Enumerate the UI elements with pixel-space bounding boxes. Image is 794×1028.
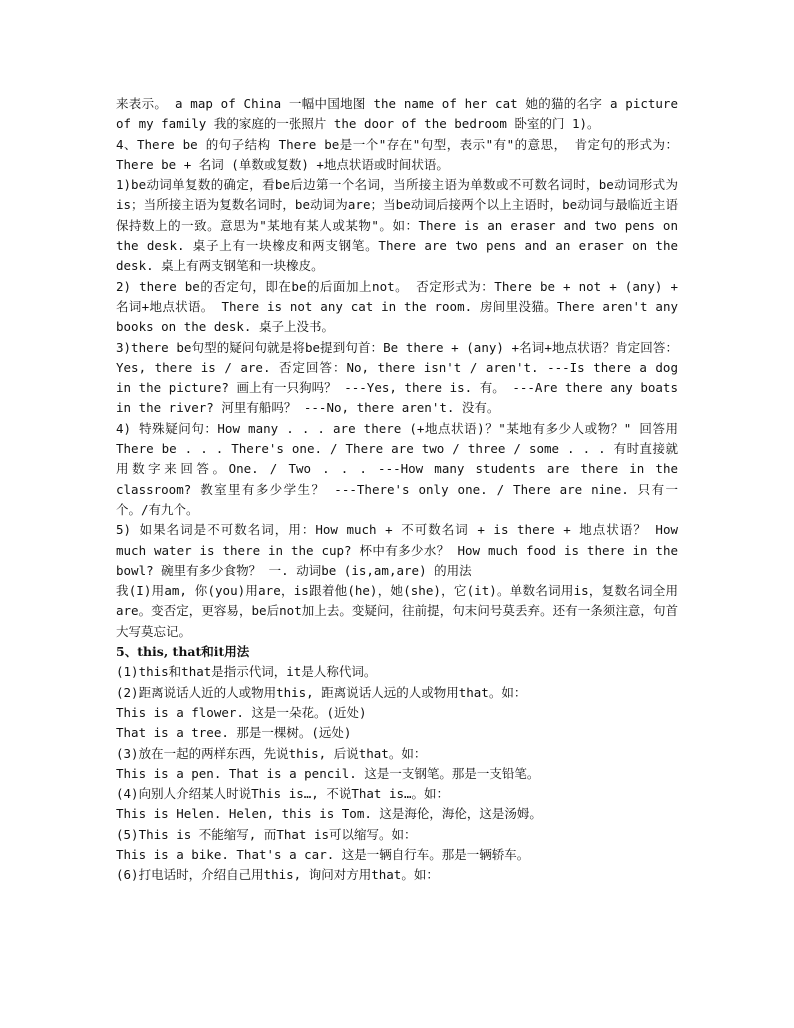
paragraph-how-many: 4) 特殊疑问句：How many . . . are there (+地点状语)？"某地有多少人或物？" 回答用There be . . . There's one. / There are two / three / some . . . 有时直接就用数字来回答。One. / Two . . . ---How many students are there in the classroom? 教室里有多少学生？ ---There's only one. / There are nine. 只有一个。/有九个。 xyxy=(116,420,678,517)
paragraph-question: 3)there be句型的疑问句就是将be提到句首：Be there + (any) +名词+地点状语？肯定回答：Yes, there is / are. 否定回答：No, there isn't / aren't. ---Is there a dog in the picture? 画上有一只狗吗？ ---Yes, there is. 有。 ---Are there any boats in the river? 河里有船吗？ ---No, there aren't. 没有。 xyxy=(116,339,678,416)
example-line: This is Helen. Helen, this is Tom. 这是海伦，海伦，这是汤姆。 xyxy=(116,806,542,822)
example-line: This is a flower. 这是一朵花。(近处) xyxy=(116,704,367,720)
list-item: (2)距离说话人近的人或物用this, 距离说话人远的人或物用that。如： xyxy=(116,684,527,700)
paragraph-be-agreement: 1)be动词单复数的确定，看be后边第一个名词，当所接主语为单数或不可数名词时，be动词形式为is；当所接主语为复数名词时，be动词为are；当be动词后接两个以上主语时，be动词与最临近主语保持数上的一致。意思为"某地有某人或某物"。如：There is an eraser and two pens on the desk. 桌子上有一块橡皮和两支钢笔。There are two pens and an eraser on the desk. 桌上有两支钢笔和一块橡皮。 xyxy=(116,177,678,274)
paragraph-how-much: 5) 如果名词是不可数名词，用：How much + 不可数名词 + is there + 地点状语？ How much water is there in the cup? 杯中有多少水？ How much food is there in the bowl? 碗里有多少食物？ 一. 动词be (is,am,are) 的用法 xyxy=(116,522,678,578)
example-line: That is a tree. 那是一棵树。(远处) xyxy=(116,725,352,741)
list-item: (1)this和that是指示代词，it是人称代词。 xyxy=(116,664,377,680)
paragraph-negative: 2) there be的否定句，即在be的后面加上not。 否定形式为：There be + not + (any) + 名词+地点状语。 There is not any cat in the room. 房间里没猫。There aren't any books on the desk. 桌子上没书。 xyxy=(116,278,678,335)
document-body xyxy=(116,94,678,886)
section-5-heading: 5、this, that和it用法 xyxy=(116,644,250,660)
section-4-there-be: 4、There be 的句子结构 There be是一个"存在"句型，表示"有"的意思， 肯定句的形式为：There be + 名词 (单数或复数) +地点状语或时间状语。 xyxy=(116,136,678,172)
list-item: (5)This is 不能缩写, 而That is可以缩写。如： xyxy=(116,826,417,842)
example-line: This is a pen. That is a pencil. 这是一支钢笔。那是一支铅笔。 xyxy=(116,765,540,781)
list-item: (4)向别人介绍某人时说This is…, 不说That is…。如： xyxy=(116,786,450,802)
list-item: (6)打电话时，介绍自己用this, 询问对方用that。如： xyxy=(116,867,439,883)
list-item: (3)放在一起的两样东西，先说this, 后说that。如： xyxy=(116,745,427,761)
paragraph-intro: 来表示。 a map of China 一幅中国地图 the name of her cat 她的猫的名字 a picture of my family 我的家庭的一张照片 the door of the bedroom 卧室的门 1)。 xyxy=(116,96,678,132)
example-line: This is a bike. That's a car. 这是一辆自行车。那是一辆轿车。 xyxy=(116,846,530,862)
paragraph-be-rhyme: 我(I)用am, 你(you)用are，is跟着他(he)，她(she)，它(it)。单数名词用is，复数名词全用are。变否定，更容易，be后not加上去。变疑问，往前提，句末问号莫丢弃。还有一条须注意，句首大写莫忘记。 xyxy=(116,583,678,639)
